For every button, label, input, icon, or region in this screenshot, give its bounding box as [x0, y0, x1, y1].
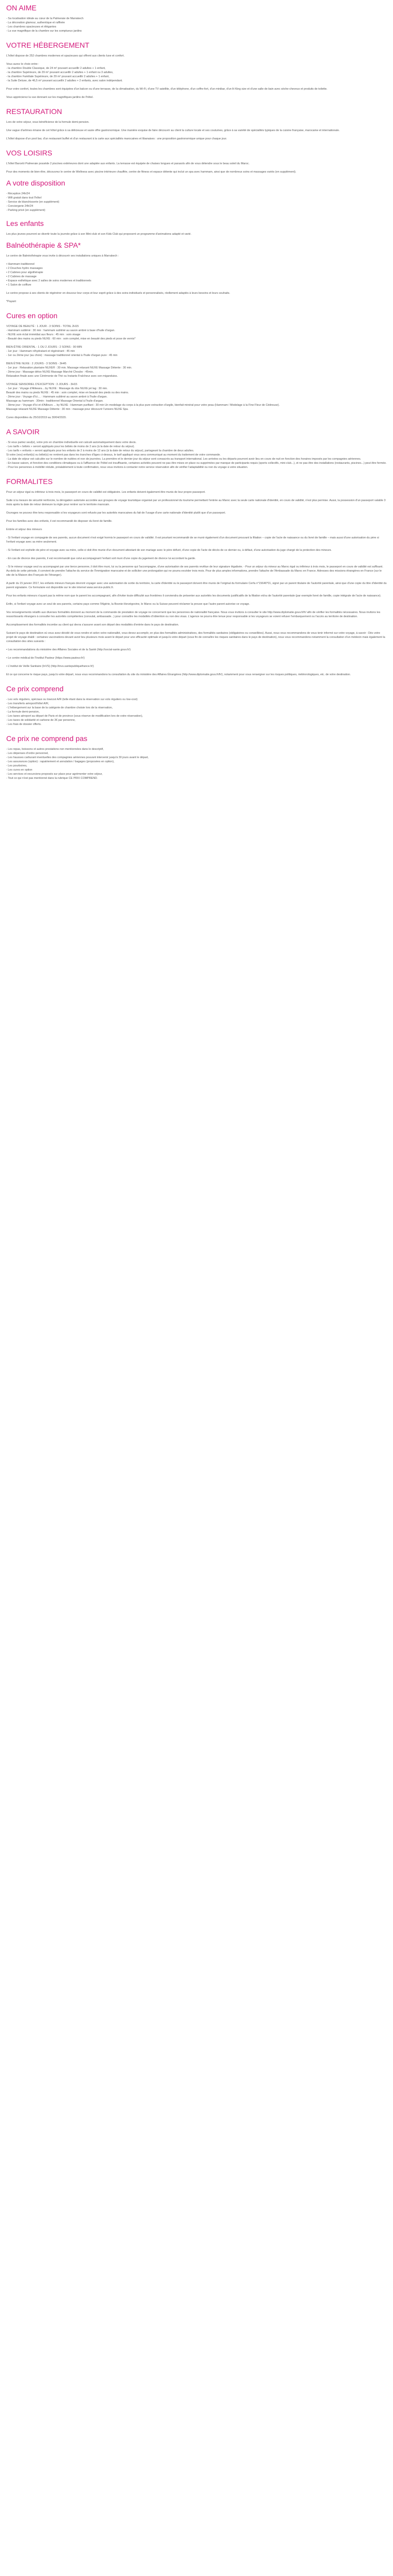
cure-line: - Beauté des mains ou pieds NUXE : 60 min : soin complet, mise en beauté des pieds et pose de vernis*: [6, 337, 136, 340]
room-type-item: - la Suite Deluxe, de 46,5 m² pouvant accueillir 2 adultes + 2 enfants, avec salon indépendant.: [6, 79, 123, 82]
formalites-paragraph: • Les recommandations du ministère des Affaires Sociales et de la Santé (http://social-sante.gouv.fr/): [6, 648, 131, 651]
balneo-list: [6, 262, 387, 287]
cure-line: - 2ème jour : Voyage d'Ici.... : Hammam sublimé au savon ambré à l'huile d'argan.: [6, 395, 108, 399]
cure-line: Relaxation finale avec une Cérémonie de Thé ou Instants Fraîcheur avec son miganduiss.: [6, 375, 118, 378]
savoir-title: A SAVOIR: [6, 428, 40, 436]
formalites-paragraph: A partir du 15 janvier 2017, les enfants mineurs français devront voyager avec une autorisation de sortie du territoire, la carte d'identité ou le passeport doivent être munis de l'original du formulaire Cerfa n°15646*01, signé par un parent titulaire de l'autorité parentale, ainsi que d'une copie du titre d'identité du parent signataire. Ce formulaire est disponible sur le site internet www.service-public.fr.: [6, 582, 387, 589]
prix-ne-comprend-list: [6, 747, 387, 780]
cures-blocks: [6, 324, 387, 411]
prix-ne-comprend-item: - Tout ce qui n'est pas mentionné dans la rubrique CE PRIX COMPREND.: [6, 777, 98, 780]
cure-title: VOYAGE DE BEAUTÉ : 1 JOUR - 3 SOINS - TOTAL 2H15: [6, 325, 79, 328]
restauration-section: [6, 107, 387, 141]
prix-ne-comprend-item: - Les services et excursions proposés sur place pour agrémenter votre séjour,: [6, 773, 103, 776]
cure-line: - NUXE soin éclat immédiat aux fleurs : 45 min : soin visage: [6, 333, 80, 336]
cure-block: [6, 382, 387, 411]
cure-block: [6, 324, 387, 341]
payant-note: *Payant: [6, 300, 16, 303]
restauration-p2: L'hôtel dispose d'un pool bar, d'un restaurant buffet et d'un restaurant à la carte aux spécialités marocaines et libanaises : une proposition gastronomique unique pour chaque jour.: [6, 137, 227, 140]
prix-comprend-section: [6, 684, 387, 727]
formalites-list: [6, 490, 387, 677]
loisirs-section: [6, 148, 387, 304]
prix-ne-comprend-title: Ce prix ne comprend pas: [6, 734, 88, 743]
savoir-paragraph: - La date de séjour est calculée sur le nombre de nuitées et non de journées. La première et le dernier jour du séjour sont consacrés au transport international. Les arrivées ou les départs pourront avoir lieu en cours de nuit en fonction des horaires imposés par les compagnies aériennes.: [6, 458, 361, 461]
prix-comprend-item: - Les frais de dossier offerts.: [6, 723, 41, 726]
cure-line: - 1er ou 2ème jour (au choix) : massage traditionnel oriental à l'huile d'argan pure : 45 min: [6, 354, 118, 357]
enfants-text: Les plus jeunes pourront se divertir toute la journée grâce à son Mini-club et son Kids Club qui proposent un programme d'animations adapté et varié.: [6, 233, 192, 236]
savoir-paragraph: - Pour les personnes à mobilité réduite, préalablement à toute confirmation, nous vous invitons à contacter notre service réservation afin de vérifier l'adaptabilité ou non du voyage à votre situation.: [6, 466, 248, 469]
cures-title: Cures en option: [6, 311, 58, 320]
cure-line: Massage relaxant NUXE Massage Détente : 30 min : massage pour découvrir l'univers NUXE Spa.: [6, 408, 129, 411]
formalites-paragraph: Vos renseignements relatifs aux diverses formalités donnent au moment de la commande de prestation de voyage ne concernent que les personnes de nationalité française. Nous vous invitons à consulter le site http://www.diplomatie.gouv.fr/fr/ afin de vérifier les formalités nécessaires. Nous invitons les ressortissants étrangers à consulter les autorités compétentes (consulat, ambassade...) pour connaître les modalités d'obtention ou non des visas. L'agence ne pourra être tenue pour responsable si les voyageurs se voient refuser l'embarquement ou l'accès au territoire de destination.: [6, 611, 381, 618]
formalites-paragraph: Entrée et séjour des mineurs: [6, 528, 42, 531]
hebergement-views: Vous apprécierez la vue donnant sur les magnifiques jardins de l'hôtel.: [6, 96, 94, 99]
formalites-paragraph: Pour les familles avec des enfants, il est recommandé de disposer du livret de famille.: [6, 520, 113, 523]
prix-comprend-item: - Les taxes de solidarité et carbone de 3€ par personne,: [6, 719, 76, 722]
formalites-paragraph: - Si le mineur voyage seul ou accompagné par une tierce personne, il doit être muni, lui ou la personne qui l'accompagne, d'une autorisation de ses parents revêtue de leur signature légalisée. - Pour un séjour du mineur au Maroc égal ou inférieur à trois mois, le passeport en cours de validité est suffisant. Au-delà de cette période, il convient de prendre l'attache du service de l'Immigration marocaine et de solliciter une prolongation qui ne pourra excéder trois mois. Pour de plus amples informations, prendre l'attache de l'Ambassade du Maroc en France. Adresses des missions étrangères en France (sur le site de la Maison des Français de l'étranger).: [6, 565, 383, 577]
formalites-paragraph: • L'institut de Veille Sanitaire (InVS) (http://invs.santepubliquefrance.fr/): [6, 665, 94, 668]
cure-line: - 1er jour : Hammam réhydratant et régénérant : 45 min: [6, 350, 75, 353]
formalites-section: [6, 477, 387, 677]
balneo-item: • 2 Douches hydro massages: [6, 267, 43, 270]
formalites-paragraph: Enfin, si l'enfant voyage avec un seul de ses parents, certains pays comme l'Algérie, la Bosnie-Herzégovine, le Maroc ou la Suisse peuvent réclamer la preuve que l'autre parent autorise ce voyage.: [6, 603, 250, 606]
room-type-item: - la chambre Double Classique, de 24 m² pouvant accueillir 2 adultes + 1 enfant,: [6, 67, 106, 70]
hebergement-title: VOTRE HÉBERGEMENT: [6, 41, 90, 49]
formalites-paragraph: Accomplissement des formalités incombe au client qui devra s'assurer avant son départ des modalités d'entrée dans le pays de destination.: [6, 623, 179, 627]
hebergement-section: [6, 40, 387, 99]
disposition-item: - Service de blanchisserie (en supplément): [6, 201, 60, 204]
prix-comprend-list: [6, 698, 387, 727]
cure-block: [6, 345, 387, 358]
rooms-list: [6, 66, 387, 83]
on-aime-section: [6, 3, 387, 33]
restauration-p1: Une vague d'arômes émane de cet hôtel grâce à sa délicieuse et vaste offre gastronomique. Une manière exquise de faire découvrir au client la culture locale et ses coutumes, grâce à sa variété de spécialités typiques de la cuisine française, marocaine et internationale.: [6, 129, 340, 132]
cure-line: - 1er jour : Relaxation plantaire NUXE® : 30 min. Massage relaxant NUXE Massage Détente : 30 min.: [6, 366, 132, 369]
cure-line: - 1er jour : Voyage d'Alikeara....by NUXE : Massage du dos NUXE jet lag : 30 min.: [6, 387, 108, 390]
cure-title: BIEN-ÊTRE ORIENTAL : 1 OU 2 JOURS - 2 SOINS - 90 MIN: [6, 346, 82, 349]
cure-line: - 3ème jour : Voyage d'Ici et d'Ailleurs ... by NUXE : Hammam purifiant : 30 min Un modelage du corps à la plus pure extraction d'argile, bienfait minéral pour votre peau (Hammam / Modelage à la Fine Fleur de Cédreuse).: [6, 404, 280, 407]
cure-line: Massage au hammam : 30min : traditionnel Massage Oriental à l'huile d'argan.: [6, 400, 104, 403]
on-aime-item: - La vue magnifique de la chambre sur les somptueux jardins: [6, 30, 82, 33]
on-aime-item: - La décoration glamour, authentique et raffinée: [6, 21, 65, 24]
enfants-title: Les enfants: [6, 219, 44, 227]
restauration-intro: Lors de votre séjour, vous bénéficierez de la formule demi-pension.: [6, 121, 90, 124]
cures-section: [6, 311, 387, 420]
prix-comprend-item: - L'hébergement sur la base de la catégorie de chambre choisie lors de la réservation,: [6, 706, 113, 709]
room-type-item: - la chambre Familiale Supérieure, de 29 m² pouvant accueillir 2 adultes + 1 enfant,: [6, 75, 109, 78]
formalites-paragraph: Suite à la mesure de sécurité renforcée, la dérogation autorisée accordée aux groupes de voyage touristique organisé par un professionnel du tourisme permettant l'entrée au Maroc avec la seule carte nationale d'identité, en cours de validité, n'est plus permise. Aussi, la possession d'un passeport valable 3 mois après la date de retour demeure la règle pour rentrer sur le territoire marocain.: [6, 499, 386, 506]
balneo-item: • 1 Salon de coiffure: [6, 283, 32, 287]
cure-line: Beauté des mains ou pieds NUXE : 45 min : soin complet, mise en beauté des pieds ou des mains.: [6, 391, 129, 394]
formalites-paragraph: - Si l'enfant voyage en compagnie de ses parents, aucun document n'est exigé hormis le passeport en cours de validité. Il est pourtant recommandé de se munir également d'un document prouvant la filiation – copie de l'acte de naissance ou du livret de famille – mais aussi d'une autorisation du père si l'enfant voyage avec sa mère seulement.: [6, 536, 379, 544]
prix-comprend-item: - Les vols réguliers, spéciaux ou lowcost A/R (telle étant dans la réservation sur vols réguliers ou low-cost): [6, 698, 138, 701]
restauration-title: RESTAURATION: [6, 107, 62, 116]
prix-comprend-title: Ce prix comprend: [6, 685, 64, 693]
savoir-paragraph: - Si vous partez seul(e), votre prix en chambre individuelle est calculé automatiquement dans votre devis.: [6, 441, 137, 444]
cure-title: VOYAGE SENSORIEL D'EXCEPTION : 3 JOURS - 3H15: [6, 383, 78, 386]
disposition-title: A votre disposition: [6, 179, 65, 187]
formalites-paragraph: Et ce qui concerne le risque pays, jusqu'à votre départ, nous vous recommandons la consultation du site du ministère des Affaires Étrangères (http://www.diplomatie.gouv.fr/fr/), notamment pour vous renseigner sur les risques politiques, météorologiques, etc. de votre destination.: [6, 673, 351, 676]
balneo-item: • Espace esthétique avec 2 salles de soins modernes et traditionnels: [6, 279, 92, 282]
formalites-paragraph: - En cas de divorce des parents, il est recommandé que celui accompagnant l'enfant soit muni d'une copie du jugement de divorce lui accordant la garde.: [6, 557, 196, 560]
prix-ne-comprend-item: - Les repas, boissons et autres prestations non mentionnées dans le descriptif,: [6, 748, 104, 751]
loisirs-title: VOS LOISIRS: [6, 149, 52, 157]
formalites-paragraph: Pour un séjour égal ou inférieur à trois mois, le passeport en cours de validité est obligatoire. Les enfants doivent également être munis de leur propre passeport.: [6, 491, 206, 494]
formalites-paragraph: • Le centre médical de l'Institut Pasteur (https://www.pasteur.fr/): [6, 657, 85, 660]
cures-dates: Cures disponibles du 25/10/2019 au 30/04/2020.: [6, 416, 67, 419]
balneo-title: Balnéothérapie & SPA*: [6, 241, 81, 249]
savoir-paragraph: Si votre (vos) enfant(s) ou bébé(s) ne rentrent pas dans les tranches d'âges ci-dessus, le tarif appliqué vous sera communiqué au moment du traitement de votre commande.: [6, 453, 221, 457]
savoir-paragraph: - En basse saison, et fonction des conditions climatiques ou à l'affluence de l'hôtel est insuffisante, certaines activités peuvent ne pas être mises en place ou supprimées par manque de participants requis (sports collectifs, mini-club...), et ne pas être des installations (restaurants, piscines...) peut être fermée.: [6, 462, 387, 465]
prix-ne-comprend-item: - Les hausses carburant éventuelles des compagnies aériennes pouvant intervenir jusqu'à 30 jours avant le départ,: [6, 756, 149, 759]
balneo-item: • Hammam traditionnel: [6, 263, 35, 266]
cure-title: BIEN ÊTRE NUXE : 2 JOURS - 3 SOINS - 3H45: [6, 362, 66, 365]
disposition-item: - Wifi gratuit dans tout l'hôtel: [6, 196, 41, 200]
prix-ne-comprend-item: - Les pourboires,: [6, 764, 27, 767]
formalites-title: FORMALITES: [6, 477, 53, 486]
balneo-item: • 2 Cabines de massage: [6, 275, 37, 278]
prix-comprend-item: - Les transferts aéroport/hôtel A/R,: [6, 702, 49, 705]
prix-ne-comprend-item: - Les dépenses d'ordre personnel,: [6, 752, 49, 755]
room-type-item: - la chambre Supérieure, de 29 m² pouvant accueillir 2 adultes + 1 enfant ou 3 adultes,: [6, 71, 114, 74]
on-aime-title: ON AIME: [6, 4, 37, 12]
balneo-intro: Le centre de Balnéothérapie vous invite à découvrir ses installations uniques à Marrakech :: [6, 254, 119, 258]
disposition-item: - Réception 24h/24: [6, 192, 30, 195]
disposition-item: - Conciergerie 24h/24: [6, 205, 33, 208]
formalites-paragraph: Suivant le pays de destination où vous avez décidé de vous rendre et selon votre nationalité, vous devez accomplir, en plus des formalités administratives, des formalités sanitaires (obligatoires ou conseillées). Aussi, nous vous recommandons de vous tenir informé sur votre voyage, à savoir : Dès votre projet de voyage établi : certaines vaccinations devant avoir lieu plusieurs mois avant le départ pour une efficacité optimale et jusqu'à votre départ (sous fin de connaître les risques sanitaires dans le pays de destination), nous vous recommandons notamment la consultation d'un médecin mais également la consultation des sites suivants :: [6, 632, 385, 643]
disposition-list: [6, 192, 387, 212]
page: [0, 0, 393, 780]
savoir-paragraph: - Les tarifs « enfants » seront appliqués pour les enfants de 2 à moins de 12 ans (à la date de retour du séjour), partageant la chambre de deux adultes.: [6, 449, 194, 452]
hebergement-intro: L'hôtel dispose de 252 chambres modernes et spacieuses qui offrent aux clients luxe et confort.: [6, 54, 125, 58]
savoir-paragraph: - Les tarifs « bébés » seront appliqués pour les bébés de moins de 2 ans (à la date de retour du séjour).: [6, 445, 135, 448]
loisirs-p1: L'hôtel Barceló Palmeraie possède 2 piscines extérieures dont une adaptée aux enfants. La terrasse est équipée de chaises longues et parasols afin de vous détendre sous le beau soleil du Maroc.: [6, 162, 250, 165]
formalites-paragraph: Ouvrages ne pouvez être tenu responsable si les voyageurs sont refusés par les autorités marocaines du fait de l'usage d'une carte nationale d'identité plutôt que d'un passeport.: [6, 511, 226, 515]
prix-ne-comprend-item: - Les assurances (option) : rapatriement et annulation / bagages (proposées en option),: [6, 760, 115, 763]
prix-ne-comprend-item: - Les cures en option: [6, 768, 33, 772]
cure-block: [6, 362, 387, 378]
savoir-section: [6, 427, 387, 469]
on-aime-item: - Sa localisation idéale au cœur de la Palmeraie de Marrakech: [6, 17, 83, 20]
on-aime-item: - Les chambres spacieuses et élégantes: [6, 25, 57, 29]
balneo-item: • 2 Cabines pour algothérapie: [6, 271, 44, 274]
savoir-list: [6, 440, 387, 469]
prix-comprend-item: - La formule demi-pension,: [6, 710, 40, 714]
formalites-paragraph: - Si l'enfant est orphelin de père et voyage avec sa mère, celle-ci doit être munie d'un document attestant de son mariage avec le père défunt, d'une copie de l'acte de décès de ce dernier ou, à défaut, d'une autorisation du juge chargé de la protection des mineurs.: [6, 549, 332, 552]
hebergement-choice-label: Vous aurez le choix entre :: [6, 63, 39, 66]
prix-comprend-item: - Les taxes aéroport au départ de Paris et de province (sous réserve de modification lors de votre réservation),: [6, 715, 143, 718]
disposition-item: - Parking privé (en supplément): [6, 209, 46, 212]
hebergement-comfort: Pour votre confort, toutes les chambres sont équipées d'un balcon ou d'une terrasse, de la climatisation, du Wi-Fi, d'une TV satellite, d'un téléphone, d'un coffre-fort, d'un minibar, d'un lit King size et d'une salle de bain avec sèche-cheveux et produits de toilette.: [6, 88, 328, 91]
formalites-paragraph: Pour les enfants mineurs n'ayant pas la même nom que le parent les accompagnant, afin d'éviter toute difficulté aux frontières il conviendra de présenter aux autorités les documents justificatifs de la filiation et/ou de l'autorité parentale (par exemple livret de famille, copie intégrale de l'acte de naissance).: [6, 594, 382, 597]
balneo-outro: Le centre propose à ses clients de régénérer en douceur leur corps et leur esprit grâce à des soins individuels et personnalisés, réellement adaptés à leurs besoins et leurs souhaits.: [6, 292, 230, 295]
on-aime-list: [6, 17, 387, 33]
cure-line: - Hammam sublimé : 30 min : hammam sublimé au savon ambré à base d'huile d'argan.: [6, 329, 115, 332]
cure-line: - 2ème jour : Massage détox NUXE Massage Marché Choubo : 45min.: [6, 371, 94, 374]
prix-ne-comprend-section: [6, 734, 387, 780]
loisirs-p2: Pour des moments de bien-être, découvrez le centre de Wellness avec piscine intérieure chauffée, centre de fitness et espace détente qui inclut un spa avec hammam, ainsi que de nombreux soins et massages variés (en supplément).: [6, 170, 297, 174]
